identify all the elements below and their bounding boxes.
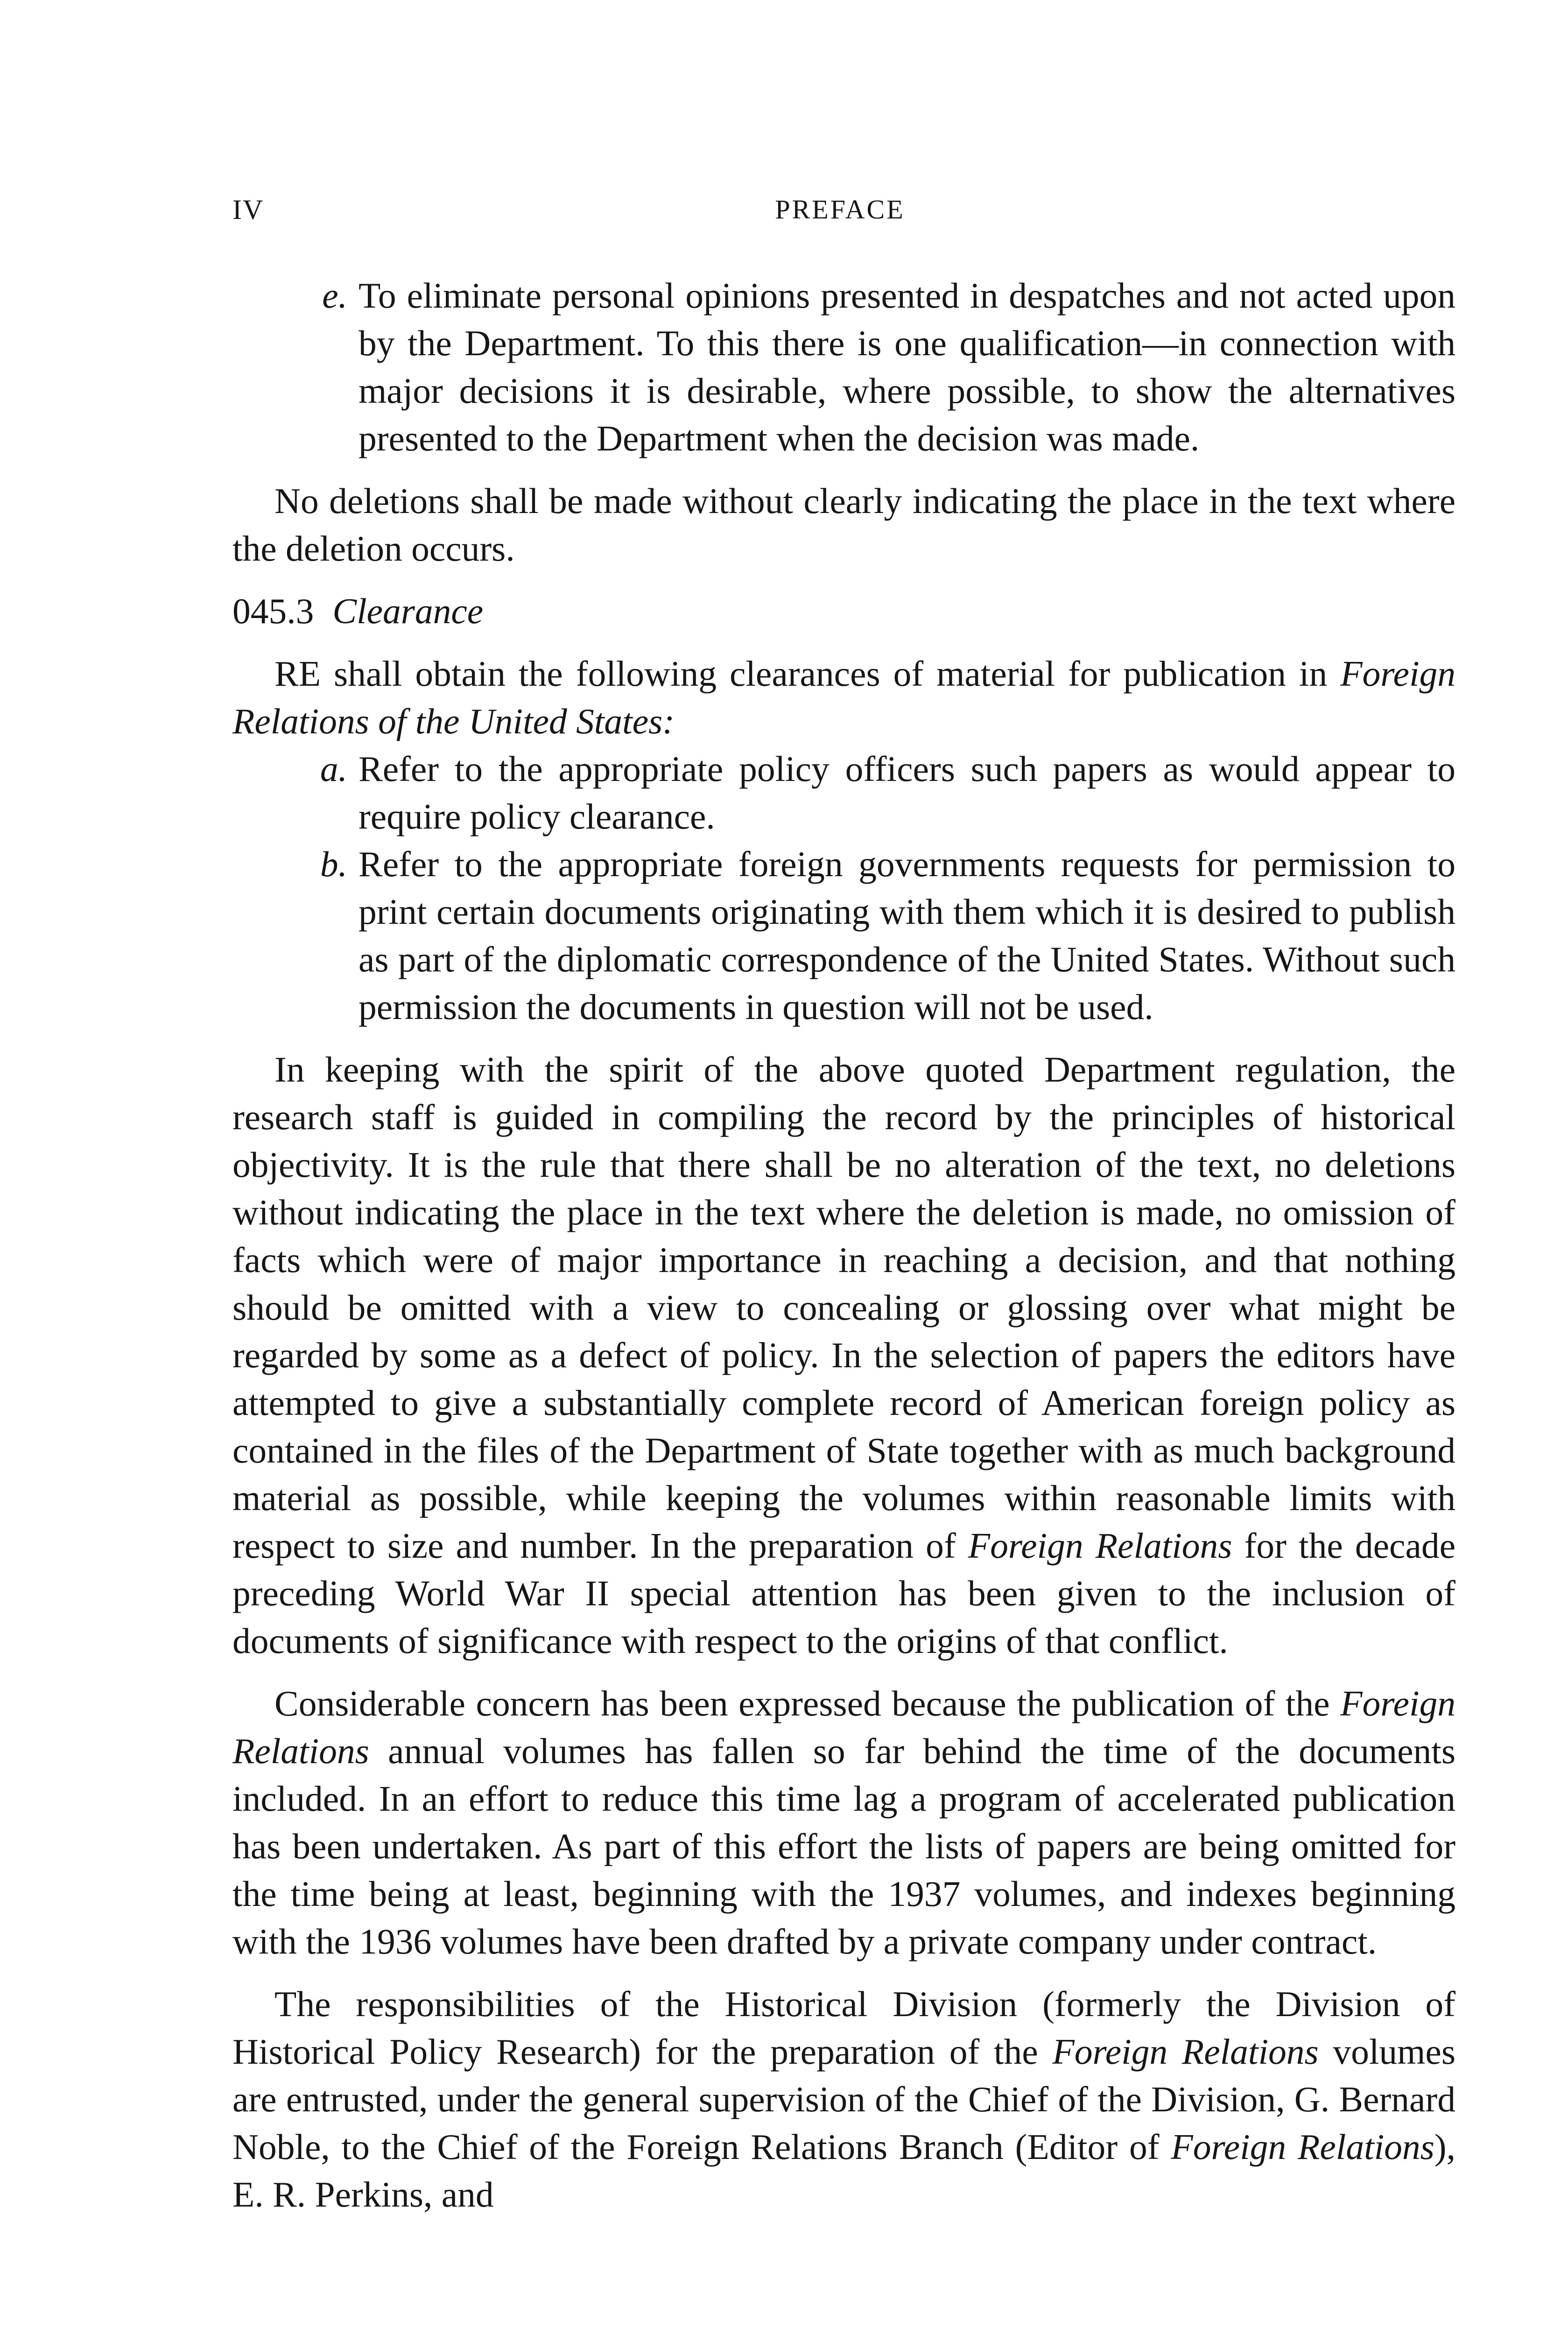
paragraph-text: The responsibilities of the Historical Division (formerly the Division of Historical Policy Research) for the preparation of the [232,1984,1455,2072]
paragraph-text: annual volumes has fallen so far behind the time of the documents included. In an effort to reduce this time lag a program of accelerated publication has been undertaken. As part of this effort the lists of papers are being omitted for the time being at least, beginning with the 1937 volumes, and indexes beginning with the 1936 volumes have been drafted by a private company under contract. [232,1731,1455,1961]
paragraph-text: Considerable concern has been expressed because the publication of the [274,1683,1341,1723]
paragraph-concern [232,1680,1455,1965]
list-item-a [232,745,1455,840]
paragraph-clearances [232,650,1455,745]
list-item-text: To eliminate personal opinions presented in despatches and not acted upon by the Department. To this there is one qualification—in connection with major decisions it is desirable, where possible, to show the alternatives presented to the Department when the decision was made. [359,275,1455,458]
paragraph-text: ), E. R. Perkins, and [232,2127,1455,2214]
page-header [232,194,1448,231]
section-title: Clearance [332,591,484,631]
publication-title: Foreign Relations of the United States: [232,654,1455,741]
publication-title: Foreign Relations [968,1526,1232,1566]
list-marker: e. [322,275,347,316]
paragraph-deletions: No deletions shall be made without clearly indicating the place in the text where the deletion occurs. [232,481,1455,569]
section-heading [232,587,1455,635]
paragraph-text: volumes are entrusted, under the general supervision of the Chief of the Division, G. Bernard Noble, to the Chief of the Foreign Relations Branch (Editor of [232,2032,1455,2167]
paragraph-text: RE shall obtain the following clearances of material for publication in [274,654,1341,694]
list-item-text: Refer to the appropriate policy officers such papers as would appear to require policy clearance. [359,749,1455,837]
list-item-e [232,272,1455,462]
publication-title: Foreign Relations [1171,2127,1434,2167]
paragraph-text: for the decade preceding World War II special attention has been given to the inclusion of documents of significance with respect to the origins of that conflict. [232,1526,1455,1661]
section-number: 045.3 [232,591,314,631]
paragraph-text: In keeping with the spirit of the above quoted Department regulation, the research staff is guided in compiling the record by the principles of historical objectivity. It is the rule that there shall be no alteration of the text, no deletions without indicating the place in the text where the deletion is made, no omission of facts which were of major importance in reaching a decision, and that nothing should be omitted with a view to concealing or glossing over what might be regarded by some as a defect of policy. In the selection of papers the editors have attempted to give a substantially complete record of American foreign policy as contained in the files of the Department of State together with as much background material as possible, while keeping the volumes within reasonable limits with respect to size and number. In the preparation of [232,1049,1455,1566]
paragraph-responsibilities [232,1980,1455,2218]
page-number: IV [232,194,264,225]
publication-title: Foreign Relations [1052,2032,1319,2072]
list-item-text: Refer to the appropriate foreign governments requests for permission to print certain documents originating with them which it is desired to publish as part of the diplomatic correspondence of the United States. Without such permission the documents in question will not be used. [359,844,1455,1027]
list-marker: b. [320,844,347,884]
paragraph-spirit [232,1046,1455,1665]
publication-title: Foreign Relations [232,1683,1455,1771]
running-head: PREFACE [775,194,905,225]
page-body [232,272,1455,2218]
list-item-b [232,840,1455,1031]
list-marker: a. [320,749,347,789]
